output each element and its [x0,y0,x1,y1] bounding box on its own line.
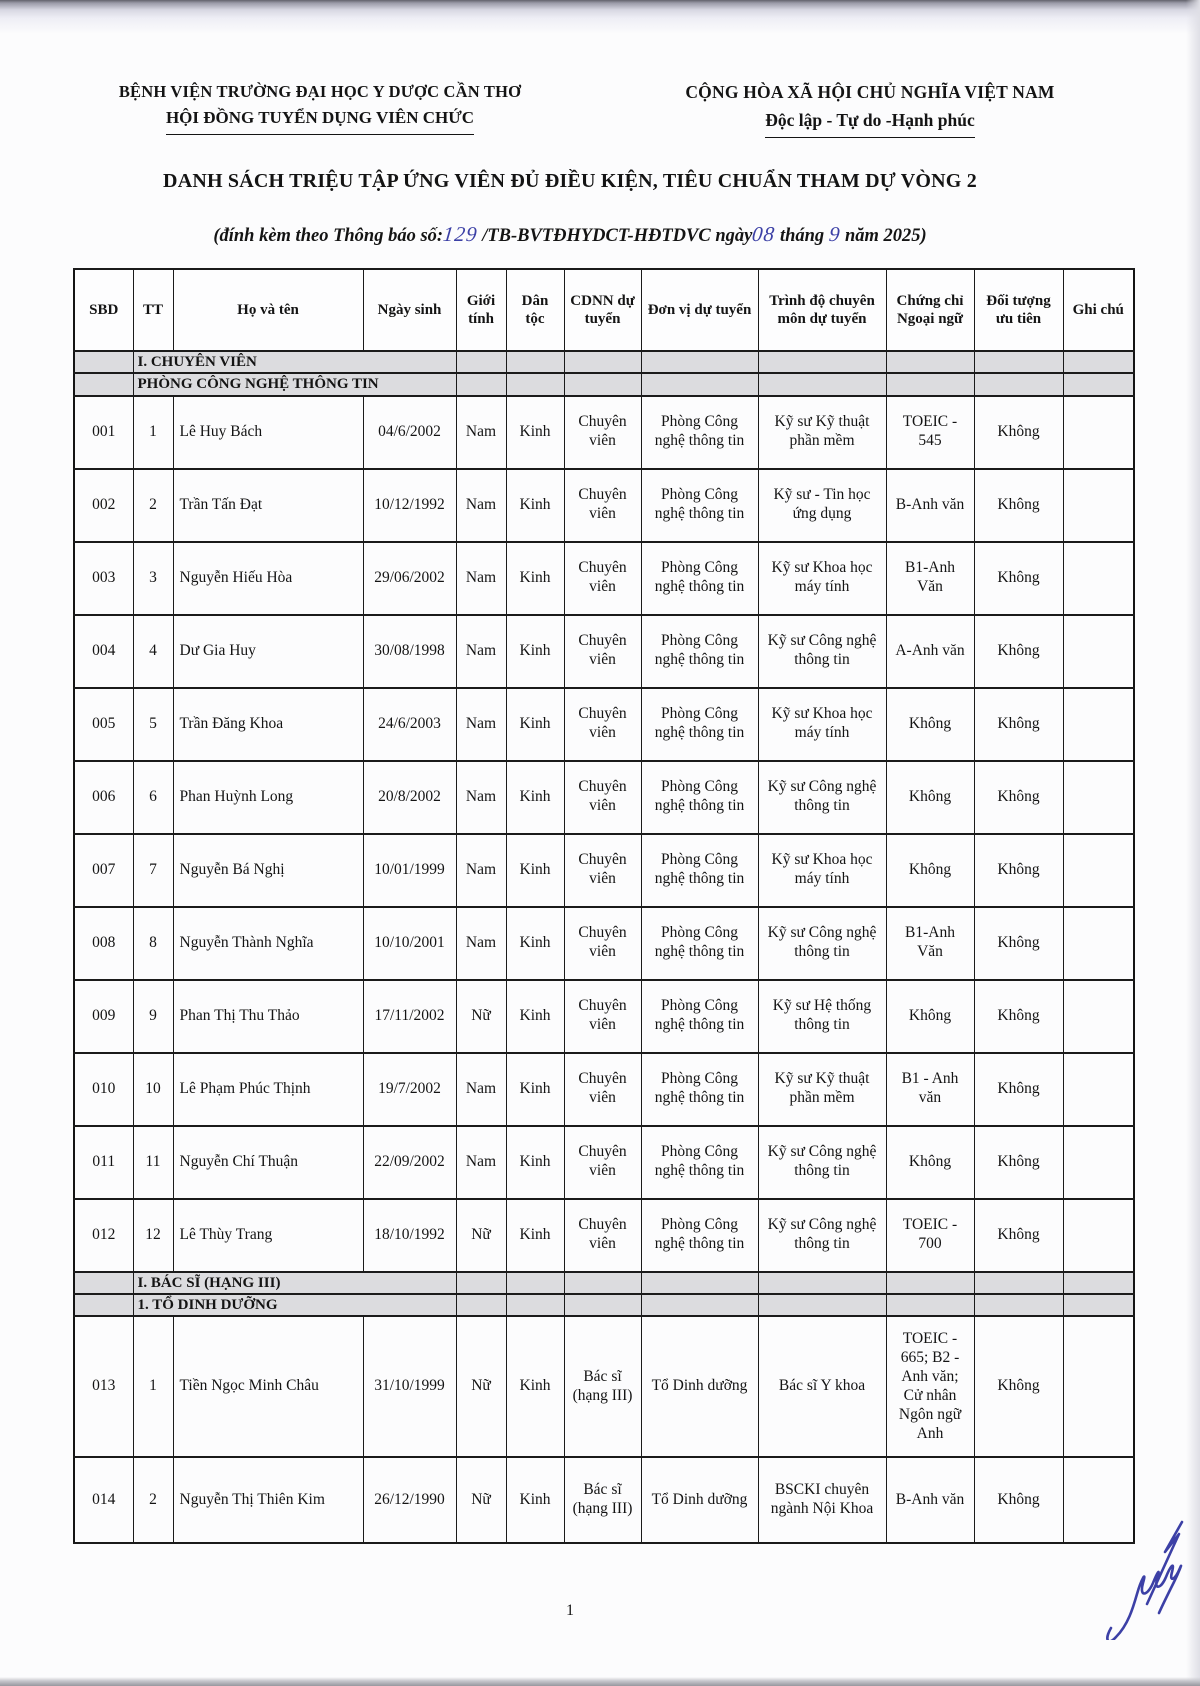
subtitle-text-post: năm 2025) [840,226,927,246]
table-cell: Chuyên viên [564,1126,641,1199]
table-cell: Không [974,542,1063,615]
table-cell: Nam [456,396,506,469]
section-empty-cell [758,1272,886,1294]
table-cell: Kinh [506,1053,564,1126]
table-cell: 20/8/2002 [363,761,456,834]
table-cell: Chuyên viên [564,542,641,615]
table-cell: Nam [456,1126,506,1199]
subtitle-text-pre: (đính kèm theo Thông báo số: [213,226,444,246]
table-cell: TOEIC - 545 [886,396,974,469]
table-cell [1063,615,1134,688]
table-cell: Không [886,834,974,907]
column-header-tt: TT [133,269,173,351]
table-cell: Kỹ sư Khoa học máy tính [758,542,886,615]
section-empty-cell [758,373,886,395]
table-cell: Nguyễn Thành Nghĩa [173,907,363,980]
table-cell: Tổ Dinh dưỡng [641,1457,758,1543]
column-header-qualification: Trình độ chuyên môn dự tuyển [758,269,886,351]
table-cell: 11 [133,1126,173,1199]
table-cell: Phòng Công nghệ thông tin [641,761,758,834]
table-cell: Chuyên viên [564,1199,641,1272]
section-empty-cell [74,1272,133,1294]
section-label: 1. TỔ DINH DƯỠNG [133,1294,456,1316]
section-row [74,351,1134,373]
table-cell: Chuyên viên [564,907,641,980]
section-empty-cell [758,351,886,373]
table-cell: Nữ [456,980,506,1053]
national-motto-line2: Độc lập - Tự do -Hạnh phúc [765,108,975,137]
table-cell: Kinh [506,688,564,761]
table-row [74,907,1134,980]
table-cell: 011 [74,1126,133,1199]
column-header-sbd: SBD [74,269,133,351]
table-cell: Tiền Ngọc Minh Châu [173,1316,363,1457]
table-cell: 013 [74,1316,133,1457]
table-cell: 8 [133,907,173,980]
table-cell: Kinh [506,1457,564,1543]
table-cell [1063,1053,1134,1126]
table-cell: Phan Huỳnh Long [173,761,363,834]
section-empty-cell [506,1272,564,1294]
table-cell: Nam [456,469,506,542]
table-cell: 004 [74,615,133,688]
national-header [610,80,1130,138]
table-cell: Kinh [506,834,564,907]
table-cell: Chuyên viên [564,615,641,688]
table-cell: Lê Thùy Trang [173,1199,363,1272]
table-cell: Bác sĩ (hạng III) [564,1316,641,1457]
column-header-ethnicity: Dân tộc [506,269,564,351]
table-cell: Không [886,980,974,1053]
candidate-table-body [74,351,1134,1543]
table-cell: Kinh [506,1126,564,1199]
table-cell: Không [886,761,974,834]
table-cell: Kinh [506,615,564,688]
table-cell: Nguyễn Hiếu Hòa [173,542,363,615]
table-cell: B1-Anh Văn [886,542,974,615]
table-header-row [74,269,1134,351]
handwritten-number-3: 9 [827,222,842,246]
section-empty-cell [506,1294,564,1316]
section-empty-cell [564,1272,641,1294]
column-header-unit: Đơn vị dự tuyển [641,269,758,351]
table-row [74,761,1134,834]
table-cell: Nữ [456,1199,506,1272]
table-cell [1063,1126,1134,1199]
table-cell: Nữ [456,1316,506,1457]
table-cell: Lê Phạm Phúc Thịnh [173,1053,363,1126]
handwritten-signature [1103,1516,1185,1640]
section-empty-cell [74,1294,133,1316]
handwritten-number-1: 129 [441,222,479,246]
table-cell [1063,396,1134,469]
table-cell: Phòng Công nghệ thông tin [641,1199,758,1272]
table-cell: Nữ [456,1457,506,1543]
table-row [74,834,1134,907]
table-cell: Kỹ sư Kỹ thuật phần mềm [758,1053,886,1126]
section-empty-cell [1063,1294,1134,1316]
table-row [74,688,1134,761]
table-cell: Kinh [506,542,564,615]
candidate-table [73,268,1135,1544]
table-cell: Không [974,615,1063,688]
table-cell: 30/08/1998 [363,615,456,688]
table-cell: Không [974,1199,1063,1272]
table-cell [1063,980,1134,1053]
table-cell: Không [974,688,1063,761]
table-cell: Phan Thị Thu Thảo [173,980,363,1053]
table-cell: 04/6/2002 [363,396,456,469]
table-cell: Không [974,761,1063,834]
table-cell [1063,1316,1134,1457]
table-cell: Chuyên viên [564,834,641,907]
table-cell: 5 [133,688,173,761]
table-cell: 1 [133,396,173,469]
handwritten-number-2: 08 [751,222,777,246]
table-cell: BSCKI chuyên ngành Nội Khoa [758,1457,886,1543]
table-cell: Chuyên viên [564,980,641,1053]
table-cell: Không [974,1053,1063,1126]
column-header-note: Ghi chú [1063,269,1134,351]
document-title: DANH SÁCH TRIỆU TẬP ỨNG VIÊN ĐỦ ĐIỀU KIỆN, TIÊU CHUẨN THAM DỰ VÒNG 2 [163,170,977,192]
table-row [74,396,1134,469]
table-cell: B1 - Anh văn [886,1053,974,1126]
section-empty-cell [456,351,506,373]
section-empty-cell [1063,1272,1134,1294]
table-cell: 31/10/1999 [363,1316,456,1457]
table-cell: Nguyễn Chí Thuận [173,1126,363,1199]
table-cell: Kỹ sư Hệ thống thông tin [758,980,886,1053]
table-cell: Kỹ sư Công nghệ thông tin [758,1126,886,1199]
table-cell: Phòng Công nghệ thông tin [641,980,758,1053]
subtitle-text-mid2: tháng [775,226,829,246]
table-cell: 24/6/2003 [363,688,456,761]
table-cell: Kỹ sư Công nghệ thông tin [758,907,886,980]
column-header-gender: Giới tính [456,269,506,351]
table-cell: Nam [456,615,506,688]
section-empty-cell [886,1272,974,1294]
table-row [74,469,1134,542]
table-cell: 6 [133,761,173,834]
table-cell [1063,469,1134,542]
table-cell: 7 [133,834,173,907]
table-cell: 18/10/1992 [363,1199,456,1272]
section-empty-cell [506,373,564,395]
section-empty-cell [974,351,1063,373]
table-cell: 006 [74,761,133,834]
table-cell [1063,907,1134,980]
table-cell: B-Anh văn [886,469,974,542]
issuing-org-header [100,80,540,135]
table-cell: Trần Tấn Đạt [173,469,363,542]
section-row [74,1272,1134,1294]
table-cell: Kinh [506,469,564,542]
table-cell: Kinh [506,980,564,1053]
table-cell: 014 [74,1457,133,1543]
table-cell: Không [974,980,1063,1053]
column-header-name: Họ và tên [173,269,363,351]
section-empty-cell [1063,351,1134,373]
table-cell: Trần Đăng Khoa [173,688,363,761]
table-cell: Lê Huy Bách [173,396,363,469]
table-cell: B1-Anh Văn [886,907,974,980]
table-cell: 12 [133,1199,173,1272]
table-cell: Kỹ sư Khoa học máy tính [758,688,886,761]
section-empty-cell [974,373,1063,395]
table-cell: Kỹ sư Công nghệ thông tin [758,761,886,834]
table-cell: Kinh [506,1316,564,1457]
table-row [74,1053,1134,1126]
table-row [74,980,1134,1053]
table-cell: 005 [74,688,133,761]
table-cell: 10/12/1992 [363,469,456,542]
table-cell: Nguyễn Bá Nghị [173,834,363,907]
table-cell: 9 [133,980,173,1053]
table-cell: Chuyên viên [564,469,641,542]
table-cell: Nam [456,907,506,980]
section-label: I. CHUYÊN VIÊN [133,351,456,373]
table-cell: Kinh [506,396,564,469]
table-cell: 22/09/2002 [363,1126,456,1199]
section-empty-cell [564,351,641,373]
table-cell: 19/7/2002 [363,1053,456,1126]
section-empty-cell [758,1294,886,1316]
section-label: I. BÁC SĨ (HẠNG III) [133,1272,456,1294]
subtitle-text-mid1: /TB-BVTĐHYDCT-HĐTDVC ngày [477,226,753,246]
section-row [74,373,1134,395]
section-empty-cell [974,1272,1063,1294]
table-cell: Nguyễn Thị Thiên Kim [173,1457,363,1543]
table-cell: Kỹ sư Kỹ thuật phần mềm [758,396,886,469]
org-council-name: HỘI ĐỒNG TUYỂN DỤNG VIÊN CHỨC [166,106,474,135]
table-row [74,542,1134,615]
scan-top-edge-artifact [0,0,1200,34]
table-cell: A-Anh văn [886,615,974,688]
table-cell: Chuyên viên [564,761,641,834]
table-cell [1063,542,1134,615]
section-empty-cell [506,351,564,373]
scan-right-edge-artifact [1186,0,1200,1686]
table-cell: 4 [133,615,173,688]
table-row [74,1126,1134,1199]
table-cell: Không [974,396,1063,469]
table-cell: Không [974,907,1063,980]
table-cell: Kỹ sư Công nghệ thông tin [758,1199,886,1272]
national-motto-line1: CỘNG HÒA XÃ HỘI CHỦ NGHĨA VIỆT NAM [685,82,1055,102]
table-cell: 007 [74,834,133,907]
section-empty-cell [886,351,974,373]
table-cell: 1 [133,1316,173,1457]
table-cell: 10/10/2001 [363,907,456,980]
table-cell: Kinh [506,1199,564,1272]
document-subtitle [0,222,1140,247]
table-cell: 17/11/2002 [363,980,456,1053]
table-cell: Bác sĩ (hạng III) [564,1457,641,1543]
table-cell: Phòng Công nghệ thông tin [641,1126,758,1199]
table-cell: Nam [456,688,506,761]
column-header-priority: Đối tượng ưu tiên [974,269,1063,351]
table-cell: Phòng Công nghệ thông tin [641,396,758,469]
section-empty-cell [886,1294,974,1316]
table-cell: Không [886,1126,974,1199]
table-cell: 003 [74,542,133,615]
table-cell: Kinh [506,907,564,980]
section-empty-cell [74,351,133,373]
table-cell [1063,761,1134,834]
table-cell: Tổ Dinh dưỡng [641,1316,758,1457]
table-cell: Kỹ sư - Tin học ứng dụng [758,469,886,542]
table-cell: Chuyên viên [564,688,641,761]
table-cell: Phòng Công nghệ thông tin [641,469,758,542]
table-cell: Nam [456,834,506,907]
table-cell: Chuyên viên [564,396,641,469]
section-empty-cell [974,1294,1063,1316]
table-cell: 10 [133,1053,173,1126]
section-empty-cell [456,1272,506,1294]
table-cell: Không [974,1316,1063,1457]
section-row [74,1294,1134,1316]
table-cell: 29/06/2002 [363,542,456,615]
section-empty-cell [74,373,133,395]
table-cell: Nam [456,1053,506,1126]
table-cell: Phòng Công nghệ thông tin [641,615,758,688]
section-empty-cell [564,373,641,395]
table-cell: Không [886,688,974,761]
table-cell: 002 [74,469,133,542]
section-empty-cell [886,373,974,395]
table-cell: 001 [74,396,133,469]
table-cell: Không [974,1457,1063,1543]
column-header-language-cert: Chứng chỉ Ngoại ngữ [886,269,974,351]
table-cell [1063,688,1134,761]
table-cell: Phòng Công nghệ thông tin [641,688,758,761]
table-cell: Không [974,834,1063,907]
section-empty-cell [564,1294,641,1316]
table-cell: Không [974,469,1063,542]
table-cell: Kỹ sư Công nghệ thông tin [758,615,886,688]
table-cell: TOEIC - 665; B2 - Anh văn; Cử nhân Ngôn ngữ Anh [886,1316,974,1457]
section-empty-cell [641,1294,758,1316]
table-cell: Bác sĩ Y khoa [758,1316,886,1457]
table-cell: Nam [456,761,506,834]
table-row [74,1316,1134,1457]
table-cell: TOEIC - 700 [886,1199,974,1272]
table-cell: B-Anh văn [886,1457,974,1543]
table-cell: 2 [133,1457,173,1543]
table-cell: 012 [74,1199,133,1272]
section-empty-cell [1063,373,1134,395]
table-cell: Chuyên viên [564,1053,641,1126]
table-cell: 008 [74,907,133,980]
table-cell [1063,1199,1134,1272]
column-header-cdnn: CDNN dự tuyển [564,269,641,351]
table-cell: 2 [133,469,173,542]
table-cell: Phòng Công nghệ thông tin [641,907,758,980]
table-cell: Kỹ sư Khoa học máy tính [758,834,886,907]
section-empty-cell [641,351,758,373]
section-label: PHÒNG CÔNG NGHỆ THÔNG TIN [133,373,456,395]
table-cell: 010 [74,1053,133,1126]
table-cell: Phòng Công nghệ thông tin [641,834,758,907]
table-row [74,1457,1134,1543]
org-name: BỆNH VIỆN TRƯỜNG ĐẠI HỌC Y DƯỢC CẦN THƠ [118,82,522,101]
table-cell: 009 [74,980,133,1053]
section-empty-cell [456,1294,506,1316]
table-row [74,1199,1134,1272]
table-cell [1063,834,1134,907]
page-number: 1 [566,1602,574,1619]
table-cell: Không [974,1126,1063,1199]
table-cell: Nam [456,542,506,615]
table-cell: 3 [133,542,173,615]
table-cell: 10/01/1999 [363,834,456,907]
table-cell: Phòng Công nghệ thông tin [641,1053,758,1126]
table-cell: 26/12/1990 [363,1457,456,1543]
scan-bottom-edge-artifact [0,1677,1200,1686]
section-empty-cell [456,373,506,395]
table-cell: Phòng Công nghệ thông tin [641,542,758,615]
column-header-dob: Ngày sinh [363,269,456,351]
section-empty-cell [641,1272,758,1294]
table-cell: Kinh [506,761,564,834]
table-row [74,615,1134,688]
section-empty-cell [641,373,758,395]
table-cell: Dư Gia Huy [173,615,363,688]
